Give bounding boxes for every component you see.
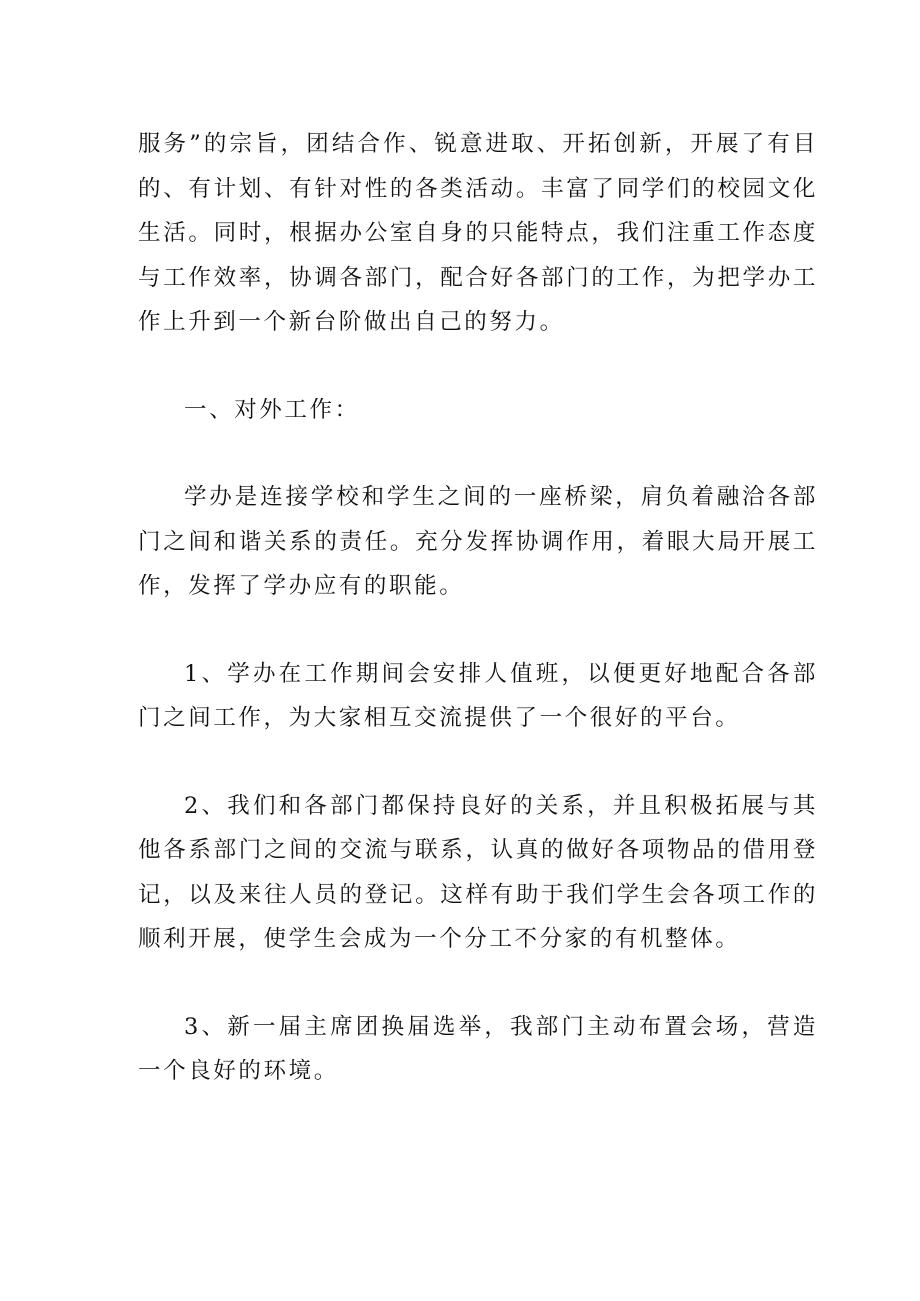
document-body — [138, 122, 818, 1094]
paragraph-spacer — [138, 741, 818, 784]
list-item-2: 2、我们和各部门都保持良好的关系，并且积极拓展与其他各系部门之间的交流与联系，认真的做好各项物品的借用登记，以及来往人员的登记。这样有助于我们学生会各项工作的顺利开展，使学生会成为一个分工不分家的有机整体。 — [138, 792, 818, 952]
paragraph-intro: 服务”的宗旨，团结合作、锐意进取、开拓创新，开展了有目的、有计划、有针对性的各类活动。丰富了同学们的校园文化生活。同时，根据办公室自身的只能特点，我们注重工作态度与工作效率，协调各部门，配合好各部门的工作，为把学办工作上升到一个新台阶做出自己的努力。 — [138, 131, 818, 335]
list-item-1: 1、学办在工作期间会安排人值班，以便更好地配合各部门之间工作，为大家相互交流提供了一个很好的平台。 — [138, 660, 818, 731]
paragraph-spacer — [138, 432, 818, 475]
paragraph-bridge: 学办是连接学校和学生之间的一座桥梁，肩负着融洽各部门之间和谐关系的责任。充分发挥协调作用，着眼大局开展工作，发挥了学办应有的职能。 — [138, 484, 818, 599]
section-heading-external-work: 一、对外工作： — [184, 396, 360, 423]
list-item-3: 3、新一届主席团换届选举，我部门主动布置会场，营造一个良好的环境。 — [138, 1013, 818, 1084]
paragraph-spacer — [138, 609, 818, 652]
paragraph-spacer — [138, 962, 818, 1005]
paragraph-spacer — [138, 345, 818, 388]
